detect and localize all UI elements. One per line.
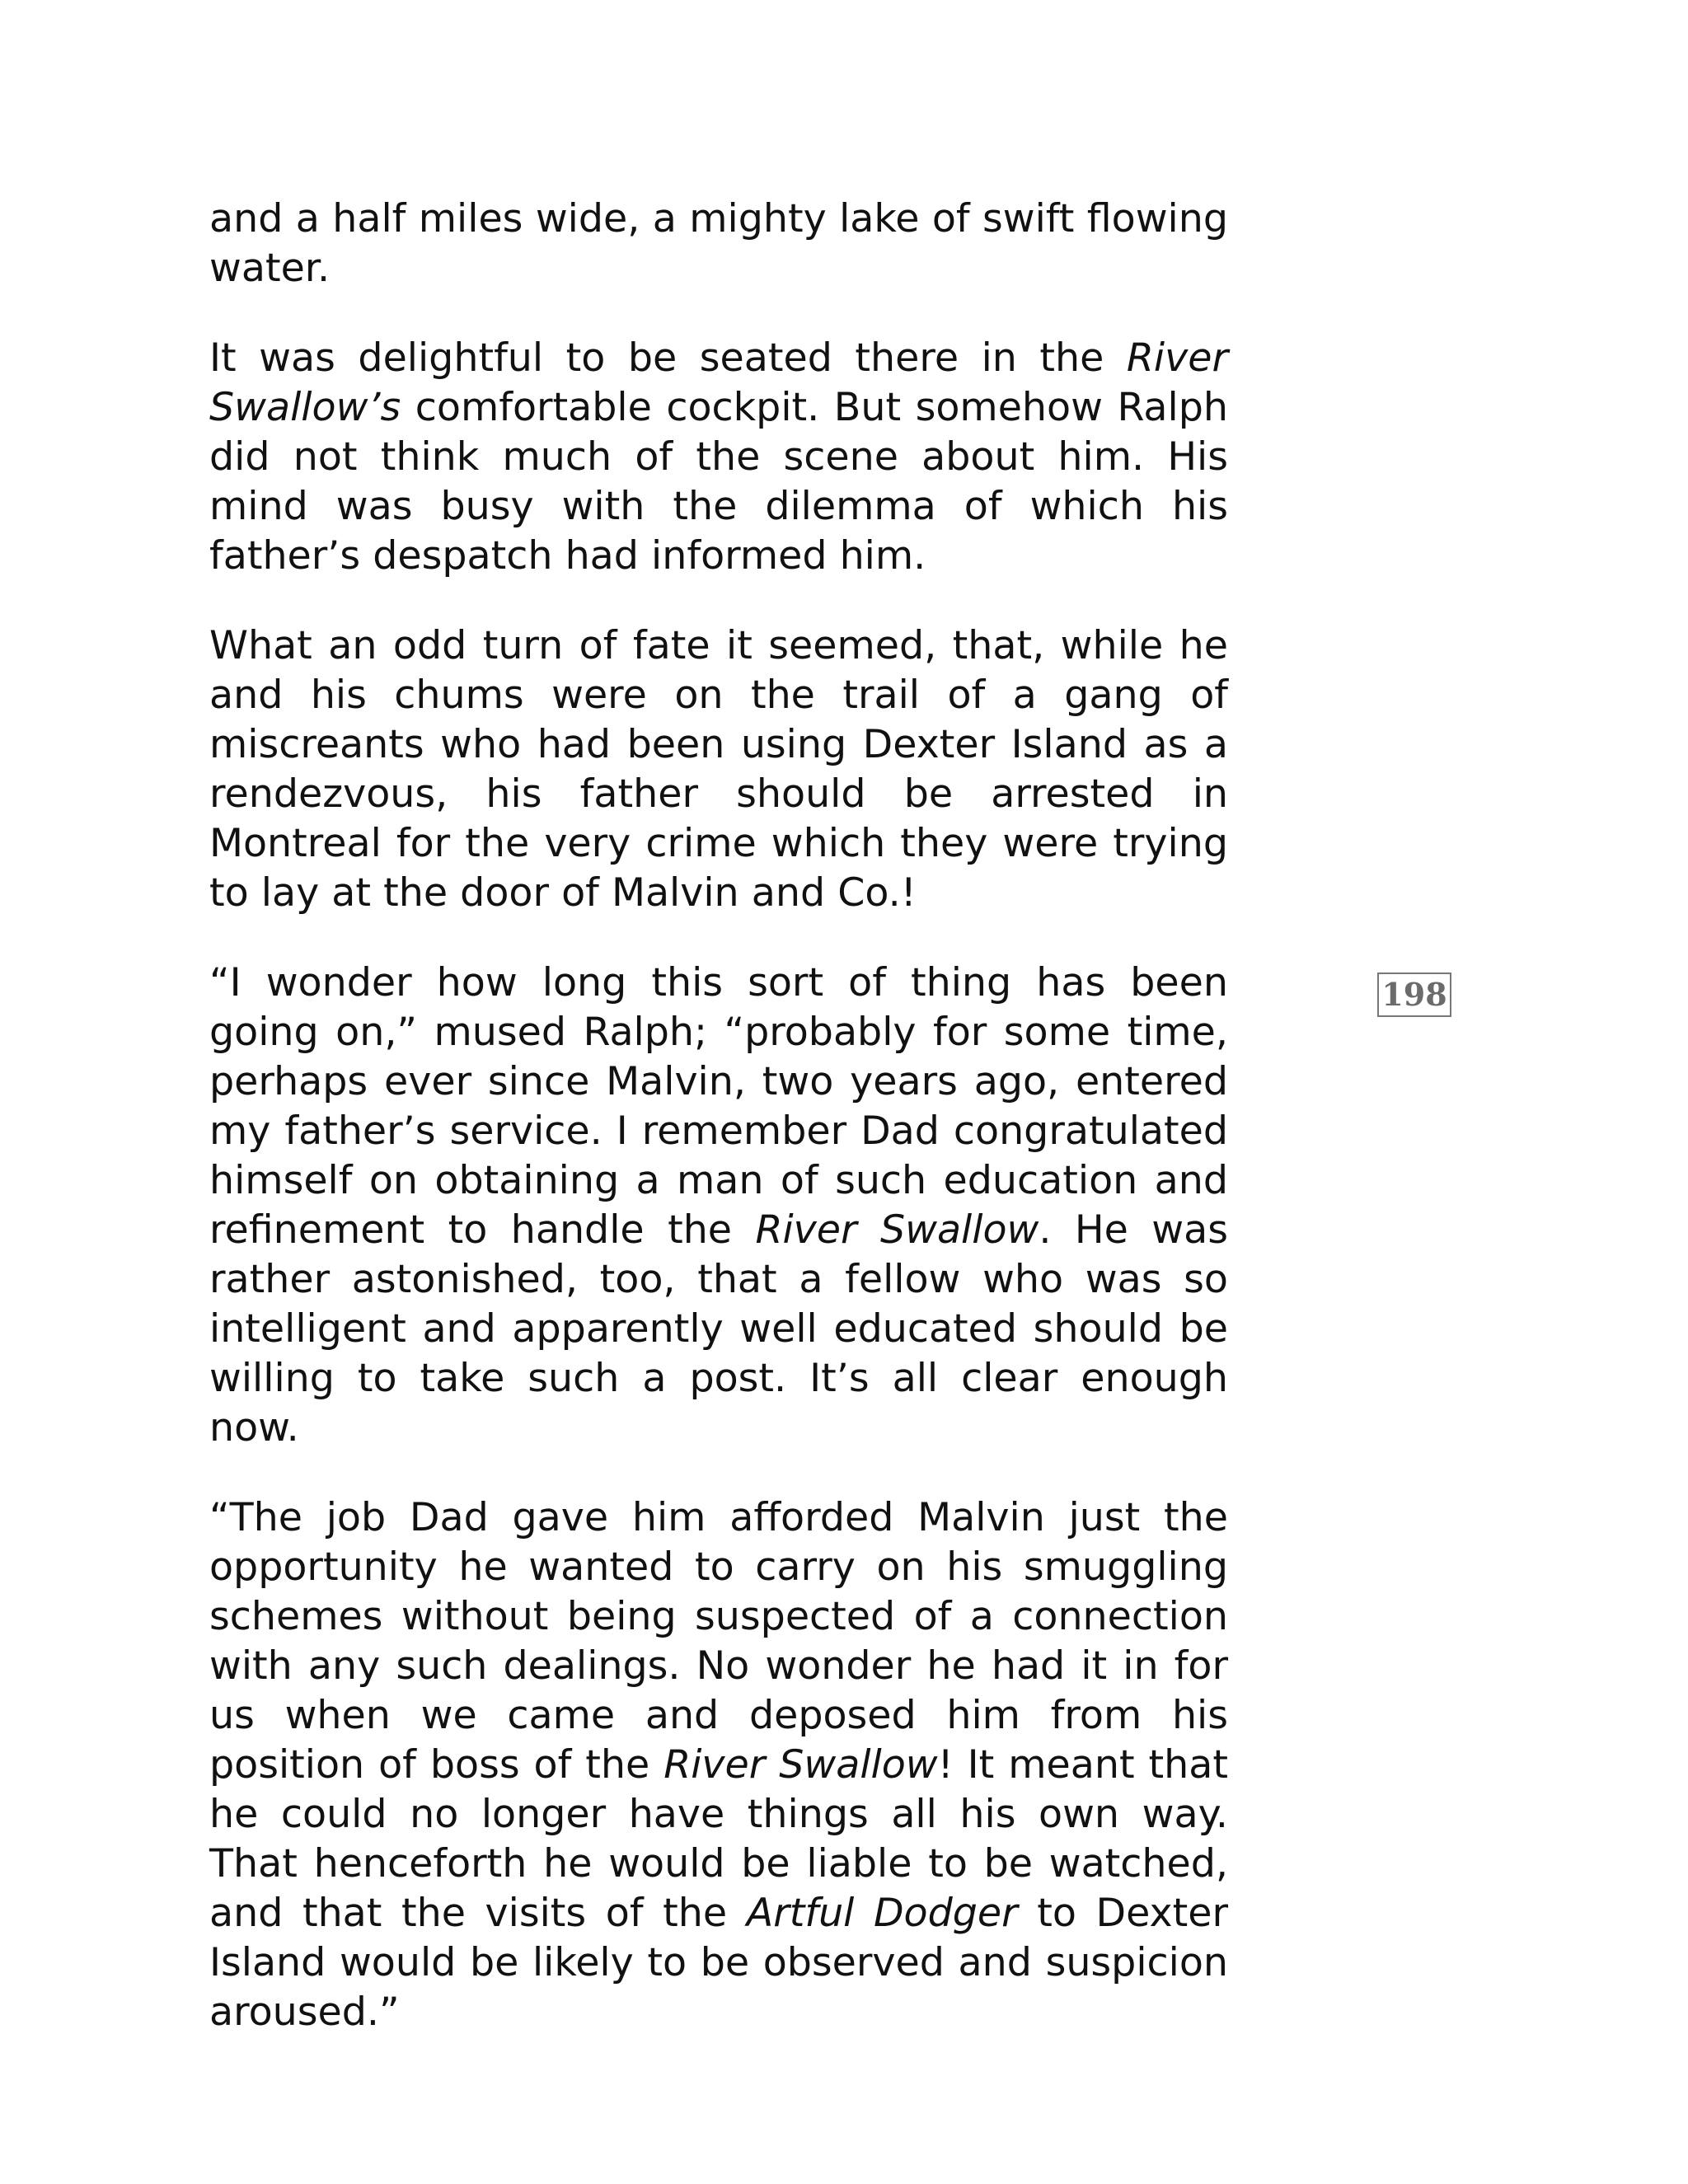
text-run: . He was rather astonished, too, that a fellow who was so intelligent and apparently well educated should be willing to take such a post. It’s all clear enough now.: [209, 1207, 1228, 1451]
text-run: “I wonder how long this sort of thing has been going on,” mused Ralph; “probably for some time, perhaps ever since Malvin, two years ago, entered my father’s service. I remember Dad congratulated himself on obtaining a man of such education and refinement to handle the: [209, 960, 1228, 1253]
text-run: “The job Dad gave him afforded Malvin just the opportunity he wanted to carry on his smuggling schemes without being suspected of a connection with any such dealings. No wonder he had it in for us when we came and deposed him from his position of boss of the: [209, 1495, 1228, 1788]
paragraph: [209, 958, 1228, 1453]
vessel-name: River Swallow: [755, 1207, 1039, 1253]
vessel-name: Artful Dodger: [746, 1891, 1018, 1936]
text-run: to Dexter Island would be likely to be observed and suspicion aroused.”: [209, 1891, 1228, 2035]
text-run: and a half miles wide, a mighty lake of swift flowing water.: [209, 196, 1228, 291]
text-run: What an odd turn of fate it seemed, that, while he and his chums were on the trail of a gang of miscreants who had been using Dexter Island as a rendezvous, his father should be arrested in Montreal for the very crime which they were trying to lay at the door of Malvin and Co.!: [209, 623, 1228, 916]
text-run: ! It meant that he could no longer have things all his own way. That henceforth he would be liable to be watched, and that the visits of the: [209, 1742, 1229, 1936]
text-run: comfortable cockpit. But somehow Ralph did not think much of the scene about him. His mind was busy with the dilemma of which his father’s despatch had informed him.: [209, 385, 1228, 579]
vessel-name: River Swallow: [663, 1742, 938, 1788]
paragraph: [209, 1493, 1228, 2037]
body-text: [209, 194, 1228, 2078]
paragraph: [209, 621, 1228, 918]
text-run: It was delightful to be seated there in the: [209, 335, 1127, 381]
paragraph: [209, 194, 1228, 293]
page-number: 198: [1377, 972, 1451, 1017]
paragraph: [209, 334, 1228, 581]
vessel-name: River Swallow’s: [209, 335, 1228, 430]
